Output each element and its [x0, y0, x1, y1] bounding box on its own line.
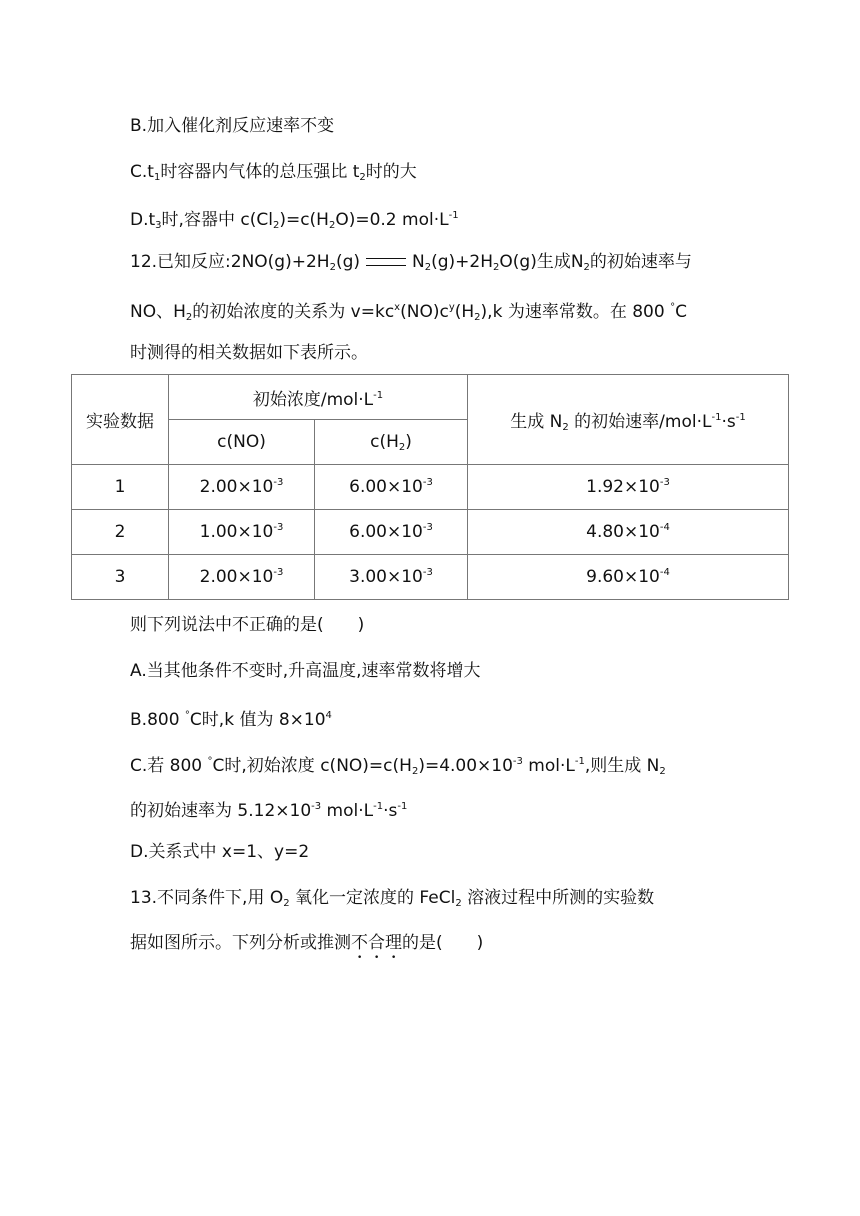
q11-option-c: $C.t_1$时容器内气体的总压强比 $t_2$时的大 [130, 162, 417, 183]
table-row [72, 555, 789, 600]
row-number: 2 [72, 510, 169, 555]
row-number: 3 [72, 555, 169, 600]
table-row [72, 510, 789, 555]
cell-c-no: $2.00\times 10^{-3}$ [169, 465, 315, 510]
q13-stem-line2: 据如图所示。下列分析或推测不合理的是( ) [130, 933, 484, 953]
header-c-h2: $c(H_2)$ [315, 420, 468, 465]
q12-stem-line1: 12.已知反应$:2NO(g)+2H_2(g)$ $N_2(g)+2H_2O(g)$生成$N_2$的初始速率与 [130, 252, 692, 273]
q13-stem-line1: 13.不同条件下,用 $O_2$ 氧化一定浓度的 FeCl$_2$ 溶液过程中所测的实验数 [130, 888, 655, 909]
q12-option-d: D.关系式中 x=1、y=2 [130, 842, 310, 862]
q12-option-c-line1: C.若 800 °C时,初始浓度 $c(NO)=c(H_2)=4.00\times 10^{-3}$ $mol\cdot L^{-1}$,则生成 $N_2$ [130, 756, 666, 777]
q12-stem-line3: 时测得的相关数据如下表所示。 [130, 343, 368, 363]
emphasized-text: 不合理 [351, 933, 402, 953]
cell-rate: $1.92\times 10^{-3}$ [468, 465, 789, 510]
q11-option-b: B.加入催化剂反应速率不变 [130, 116, 335, 136]
experiment-data-table [71, 374, 789, 600]
header-rate: 生成 $N_2$ 的初始速率$/mol\cdot L^{-1}\cdot s^{-1}$ [468, 375, 789, 465]
equilibrium-arrow-icon [366, 258, 406, 266]
cell-c-no: $2.00\times 10^{-3}$ [169, 555, 315, 600]
q11-option-d: $D.t_3$时,容器中 $c(Cl_2)=c(H_2O)=0.2$ $mol\cdot L^{-1}$ [130, 210, 459, 231]
cell-c-h2: $6.00\times 10^{-3}$ [315, 465, 468, 510]
cell-c-h2: $3.00\times 10^{-3}$ [315, 555, 468, 600]
q12-option-b: B.800 °C时,k 值为 $8\times 10^4$ [130, 710, 332, 730]
header-initial-concentration: 初始浓度$/mol\cdot L^{-1}$ [169, 375, 468, 420]
q12-stem-line2: NO、$H_2$的初始浓度的关系为 $v=kc^x(NO)c^y(H_2),k$ 为速率常数。在 800 °C [130, 302, 687, 323]
header-c-no: c(NO) [169, 420, 315, 465]
header-experiment: 实验数据 [72, 375, 169, 465]
cell-rate: $4.80\times 10^{-4}$ [468, 510, 789, 555]
cell-rate: $9.60\times 10^{-4}$ [468, 555, 789, 600]
q12-ask: 则下列说法中不正确的是( ) [130, 615, 365, 635]
table-row [72, 465, 789, 510]
cell-c-no: $1.00\times 10^{-3}$ [169, 510, 315, 555]
cell-c-h2: $6.00\times 10^{-3}$ [315, 510, 468, 555]
q12-option-c-line2: 的初始速率为 $5.12\times 10^{-3}$ $mol\cdot L^{-1}\cdot s^{-1}$ [130, 801, 408, 821]
q12-option-a: A.当其他条件不变时,升高温度,速率常数将增大 [130, 661, 481, 681]
row-number: 1 [72, 465, 169, 510]
